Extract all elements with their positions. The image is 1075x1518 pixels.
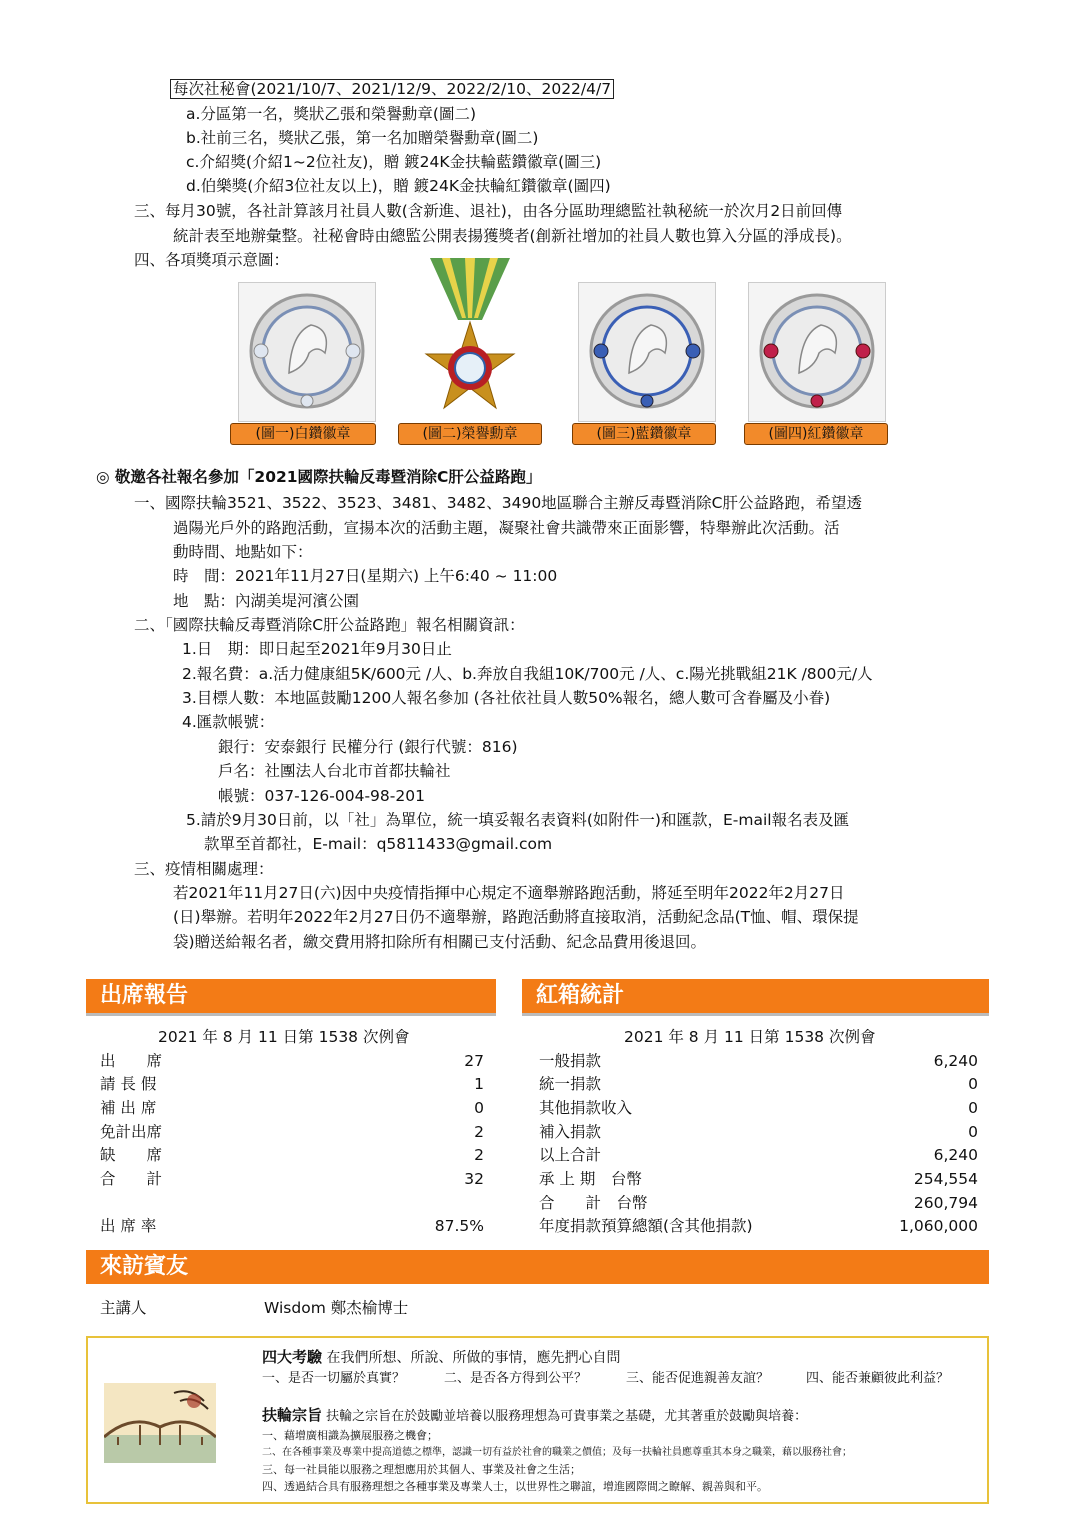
event-info-date: 1.日 期：即日起至2021年9月30日止 bbox=[182, 640, 452, 658]
attendance-row-label: 合 計 bbox=[100, 1170, 163, 1188]
redbox-row-value: 1,060,000 bbox=[899, 1217, 978, 1235]
event-place: 地 點：內湖美堤河濱公園 bbox=[173, 592, 360, 610]
redbox-row-label: 以上合計 bbox=[539, 1146, 602, 1164]
bridge-landscape-icon bbox=[104, 1383, 216, 1463]
item-four: 四、各項獎項示意圖： bbox=[134, 251, 290, 269]
event-covid-line3: 袋)贈送給報名者，繳交費用將扣除所有相關已支付活動、紀念品費用後退回。 bbox=[173, 933, 707, 951]
event-covid-line2: (日)舉辦。若明年2022年2月27日仍不適舉辦，路跑活動將直接取消，活動紀念品(T恤、帽、環保提 bbox=[173, 908, 859, 926]
red-diamond-badge-icon bbox=[749, 283, 885, 421]
event-info-account: 4.匯款帳號： bbox=[182, 713, 275, 731]
redbox-row-value: 6,240 bbox=[933, 1146, 978, 1164]
event-heading: ◎ 敬邀各社報名參加「2021國際扶輪反毒暨消除C肝公益路跑」 bbox=[96, 468, 542, 486]
award-c: c.介紹獎(介紹1~2位社友)，贈 鍍24K金扶輪藍鑽徽章(圖三) bbox=[186, 153, 602, 171]
speaker-label: 主講人 bbox=[100, 1299, 147, 1317]
attendance-row-label: 缺 席 bbox=[100, 1146, 163, 1164]
award-image-white bbox=[238, 282, 376, 422]
attendance-rate-label: 出 席 率 bbox=[100, 1217, 157, 1235]
redbox-row-value: 6,240 bbox=[933, 1052, 978, 1070]
redbox-meeting: 2021 年 8 月 11 日第 1538 次例會 bbox=[624, 1028, 876, 1046]
redbox-row-value: 260,794 bbox=[913, 1194, 978, 1212]
event-account-number: 帳號：037-126-004-98-201 bbox=[218, 787, 425, 805]
rotary-object-title: 扶輪宗旨 bbox=[262, 1406, 323, 1424]
award-image-medal bbox=[420, 258, 520, 420]
attendance-row-value: 27 bbox=[464, 1052, 484, 1070]
redbox-row-value: 0 bbox=[968, 1099, 978, 1117]
award-image-blue bbox=[578, 282, 716, 422]
award-b: b.社前三名，獎狀乙張，第一名加贈榮譽勳章(圖二) bbox=[186, 129, 539, 147]
event-info-submit-line2: 款單至首都社，E-mail：q5811433@gmail.com bbox=[204, 835, 553, 853]
redbox-row-label: 補入捐款 bbox=[539, 1123, 602, 1141]
redbox-row-label: 年度捐款預算總額(含其他捐款) bbox=[539, 1217, 753, 1235]
test-question-2: 二、是否各方得到公平？ bbox=[444, 1371, 588, 1386]
redbox-row-label: 承 上 期 台幣 bbox=[539, 1170, 642, 1188]
attendance-row-label: 免計出席 bbox=[100, 1123, 163, 1141]
white-diamond-badge-icon bbox=[239, 283, 375, 421]
event-holder: 戶名：社團法人台北市首都扶輪社 bbox=[218, 762, 451, 780]
redbox-row-label: 一般捐款 bbox=[539, 1052, 602, 1070]
attendance-row-value: 1 bbox=[474, 1075, 484, 1093]
rotary-object-3: 三、每一社員能以服務之理想應用於其個人、事業及社會之生活； bbox=[262, 1463, 581, 1476]
event-three: 三、疫情相關處理： bbox=[134, 860, 274, 878]
visitors-title-bar: 來訪賓友 bbox=[86, 1250, 989, 1284]
award-d: d.伯樂獎(介紹3位社友以上)，贈 鍍24K金扶輪紅鑽徽章(圖四) bbox=[186, 177, 611, 195]
meeting-dates-line bbox=[170, 78, 614, 100]
award-image-red bbox=[748, 282, 886, 422]
award-a: a.分區第一名，獎狀乙張和榮譽勳章(圖二) bbox=[186, 105, 477, 123]
event-one-line1: 一、國際扶輪3521、3522、3523、3481、3482、3490地區聯合主辦反毒暨消除C肝公益路跑，希望透 bbox=[134, 494, 863, 512]
attendance-row-value: 32 bbox=[464, 1170, 484, 1188]
redbox-row-label: 統一捐款 bbox=[539, 1075, 602, 1093]
attendance-rate-value: 87.5% bbox=[434, 1217, 484, 1235]
blue-diamond-badge-icon bbox=[579, 283, 715, 421]
speaker-name: Wisdom 鄭杰榆博士 bbox=[264, 1299, 409, 1317]
event-one-line3: 動時間、地點如下： bbox=[173, 543, 313, 561]
redbox-divider bbox=[522, 1013, 989, 1016]
award-label-red: (圖四)紅鑽徽章 bbox=[744, 423, 888, 445]
item-three-line2: 統計表至地辦彙整。社秘會時由總監公開表揚獲獎者(創新社增加的社員人數也算入分區的淨成長)。 bbox=[173, 227, 852, 245]
attendance-row-value: 0 bbox=[474, 1099, 484, 1117]
event-two: 二、「國際扶輪反毒暨消除C肝公益路跑」報名相關資訊： bbox=[134, 616, 525, 634]
event-one-line2: 過陽光戶外的路跑活動，宣揚本次的活動主題，凝聚社會共識帶來正面影響，特舉辦此次活動。活 bbox=[173, 519, 840, 537]
attendance-meeting: 2021 年 8 月 11 日第 1538 次例會 bbox=[158, 1028, 410, 1046]
four-way-test-intro: 在我們所想、所說、所做的事情，應先捫心自問 bbox=[326, 1350, 621, 1366]
event-info-submit-line1: 5.請於9月30日前，以「社」為單位，統一填妥報名表資料(如附件一)和匯款，E-mail報名表及匯 bbox=[186, 811, 850, 829]
attendance-row-label: 出 席 bbox=[100, 1052, 163, 1070]
rotary-object-intro: 扶輪之宗旨在於鼓勵並培養以服務理想為可貴事業之基礎，尤其著重於鼓勵與培養： bbox=[326, 1409, 808, 1424]
attendance-row-label: 補 出 席 bbox=[100, 1099, 157, 1117]
test-question-4: 四、能否兼顧彼此利益？ bbox=[806, 1371, 950, 1386]
honor-medal-icon bbox=[420, 258, 520, 420]
redbox-row-label: 合 計 台幣 bbox=[539, 1194, 648, 1212]
redbox-row-value: 0 bbox=[968, 1123, 978, 1141]
rotary-object-2: 二、在各種事業及專業中提高道德之標準，認識一切有益於社會的職業之價值；及每一扶輪社員應尊重其本身之職業，藉以服務社會； bbox=[262, 1447, 852, 1458]
event-covid-line1: 若2021年11月27日(六)因中央疫情指揮中心規定不適舉辦路跑活動，將延至明年2022年2月27日 bbox=[173, 884, 845, 902]
four-way-test-title: 四大考驗 bbox=[262, 1348, 323, 1366]
event-info-target: 3.目標人數：本地區鼓勵1200人報名參加 (各社依社員人數50%報名，總人數可含眷屬及小眷) bbox=[182, 689, 831, 707]
meeting-dates-text: 每次社秘會(2021/10/7、2021/12/9、2022/2/10、2022/4/7 bbox=[170, 79, 614, 99]
event-info-fee: 2.報名費：a.活力健康組5K/600元 /人、b.奔放自我組10K/700元 /人、c.陽光挑戰組21K /800元/人 bbox=[182, 665, 873, 683]
award-label-white: (圖一)白鑽徽章 bbox=[230, 423, 376, 445]
event-time: 時 間：2021年11月27日(星期六) 上午6:40 ~ 11:00 bbox=[173, 567, 558, 585]
test-question-3: 三、能否促進親善友誼？ bbox=[626, 1371, 770, 1386]
attendance-row-value: 2 bbox=[474, 1123, 484, 1141]
award-label-medal: (圖二)榮譽勳章 bbox=[398, 423, 542, 445]
four-way-test-line bbox=[262, 1348, 620, 1367]
attendance-row-label: 請 長 假 bbox=[100, 1075, 157, 1093]
test-question-1: 一、是否一切屬於真實？ bbox=[262, 1371, 406, 1386]
redbox-row-label: 其他捐款收入 bbox=[539, 1099, 633, 1117]
item-three-line1: 三、每月30號，各社計算該月社員人數(含新進、退社)，由各分區助理總監社執秘統一於次月2日前回傳 bbox=[134, 202, 843, 220]
event-bank: 銀行：安泰銀行 民權分行 (銀行代號：816) bbox=[218, 738, 518, 756]
landscape-painting bbox=[104, 1383, 216, 1463]
redbox-title-bar: 紅箱統計 bbox=[522, 979, 989, 1013]
attendance-divider bbox=[86, 1013, 496, 1016]
redbox-row-value: 0 bbox=[968, 1075, 978, 1093]
redbox-row-value: 254,554 bbox=[913, 1170, 978, 1188]
attendance-row-value: 2 bbox=[474, 1146, 484, 1164]
rotary-object-line bbox=[262, 1406, 807, 1426]
rotary-object-1: 一、藉增廣相識為擴展服務之機會； bbox=[262, 1429, 438, 1442]
attendance-title-bar: 出席報告 bbox=[86, 979, 496, 1013]
award-label-blue: (圖三)藍鑽徽章 bbox=[572, 423, 716, 445]
rotary-object-4: 四、透過結合具有服務理想之各種事業及專業人士，以世界性之聯誼，增進國際間之瞭解、親善與和平。 bbox=[262, 1480, 768, 1493]
